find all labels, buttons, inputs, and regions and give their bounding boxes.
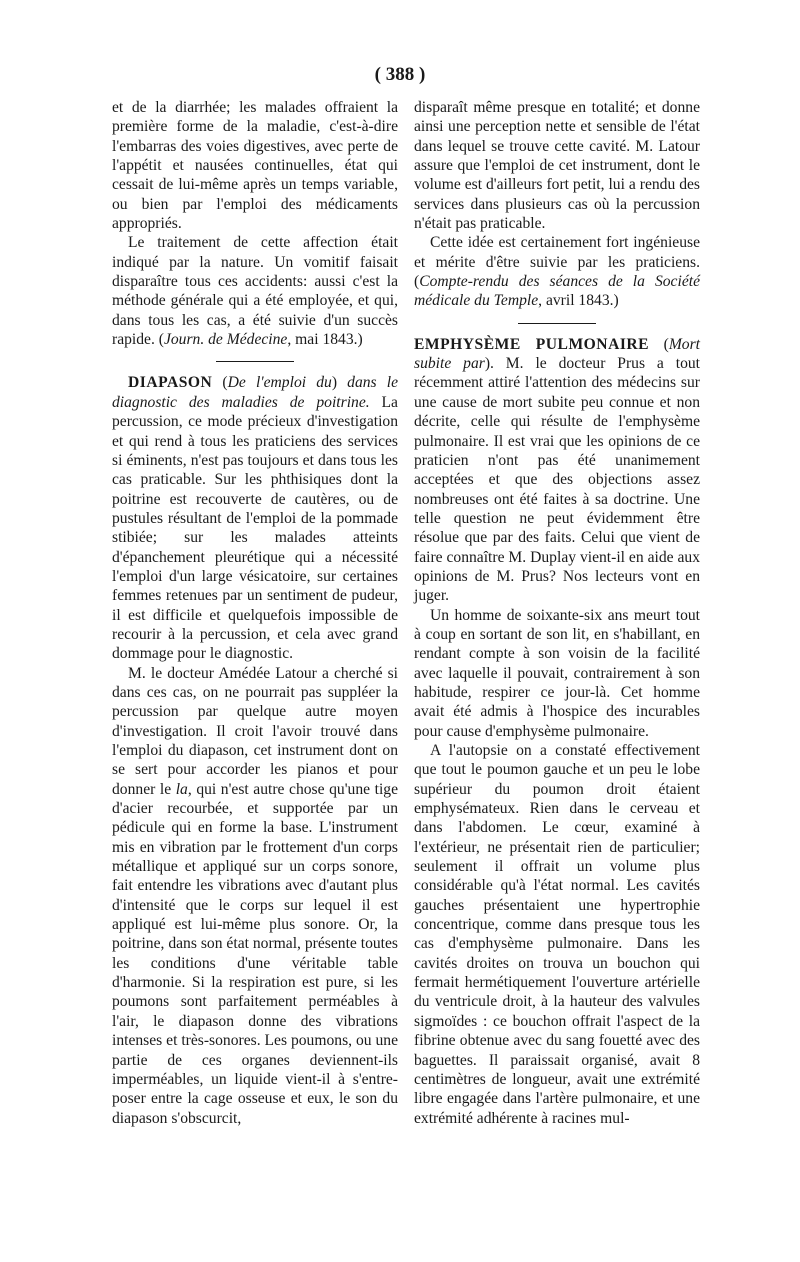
idee-text: Cette idée est certainement fort ingénieuse et mérite d'être suivie par les praticiens. ( [414, 234, 700, 291]
section-divider-right [518, 323, 596, 324]
diapason-subtitle: De l'emploi du [227, 374, 332, 392]
diapason-subtitle-cont: dans le diagnostic des maladies de poitrine. [112, 374, 399, 411]
paragraph-traitement [112, 233, 398, 349]
source-compte-rendu: Compte-rendu des séances de la Société médicale du Temple [414, 273, 700, 310]
section-divider [216, 361, 294, 362]
heading-diapason: DIAPASON [128, 374, 213, 392]
source-date-right: , avril 1843.) [538, 292, 619, 310]
emph-paren-close: ). [484, 355, 494, 373]
latour-note-la: la [175, 780, 188, 798]
diapason-paren-open: ( [212, 374, 228, 392]
source-journal: Journ. de Médecine [163, 331, 288, 349]
paragraph-homme: Un homme de soixante-six ans meurt tout à coup en sortant de son lit, en s'habillant, en rendant compte à son voisin de la facilité avec laquelle il pouvait, contrairement à son habitude, respirer ce jour-là. Cet homme avait été admis à l'hospice des incurables pour cause d'emphysème pulmonaire. [414, 606, 700, 740]
latour-text-a: M. le docteur Amédée Latour a cherché si dans ces cas, on ne pourrait pas suppléer la percussion par quelque autre moyen d'investigation. Il croit l'avoir trouvé dans l'emploi du diapason, cet instrument dont on se sert pour accorder les pianos et pour donner le [112, 664, 398, 798]
emph-subtitle: Mort subite par [414, 335, 700, 373]
emph-text: M. le docteur Prus a tout récemment attiré l'attention des médecins sur une cause de mort subite peu connue et non décrite, celle qui résulte de l'emphysème pulmonaire. Il est vrai que les opinions de ce praticien n'ont pas été unanimement acceptées et que des objections assez nombreuses ont été faites à sa doctrine. Une telle question ne peut évidemment être résolue que par des faits. Celui que vient de faire connaître M. Duplay vient-il en aide aux opinions de M. Prus? Nos lecteurs vont en juger. [414, 355, 700, 605]
paragraph-diapason [112, 373, 398, 663]
diapason-text: La percussion, ce mode précieux d'investigation et qui rend à tous les praticiens des services si éminents, n'est pas toujours et dans tous les cas praticable. Sur les phthisiques dont la poitrine est recouverte de cautères, ou de pustules résultant de l'emploi de la pommade stibiée; sur les malades atteints d'épanchement pleurétique qui a nécessité l'emploi d'un large vésicatoire, sur certaines femmes retenues par un sentiment de pudeur, il est difficile et quelquefois impossible de recourir à la percussion, et cela avec grand dommage pour le diagnostic. [112, 393, 398, 663]
paragraph-idee [414, 233, 700, 310]
emph-paren-open: ( [649, 335, 669, 353]
diapason-paren-close: ) [331, 374, 338, 392]
traitement-text: Le traitement de cette affection était indiqué par la nature. Un vomitif faisait disparaître tous ces accidents: aussi c'est la méthode générale qui a été employée, et qui, dans tous les cas, a été suivie d'un succès rapide. ( [112, 234, 398, 349]
page-number: ( 388 ) [374, 64, 426, 85]
paragraph-autopsie: A l'autopsie on a constaté effectivement que tout le poumon gauche et un peu le lobe supérieur du poumon droit étaient emphysémateux. Rien dans le cerveau et dans l'abdomen. Le cœur, examiné à l'extérieur, ne présentait rien de particulier; seulement il offrait un volume plus considérable qu'à l'état normal. Les cavités gauches présentaient une hypertrophie concentrique, comme dans presque tous les cas d'emphysème pulmonaire. Dans les cavités droites on trouva un bouchon qui fermait hermétiquement l'ouverture artérielle du ventricule droit, à la hauteur des valvules sigmoïdes : ce bouchon offrait l'aspect de la fibrine obtenue avec du sang fouetté avec des baguettes. Il paraissait organisé, avait 8 centimètres de longueur, avait une extrémité libre engagée dans l'artère pulmonaire, et une extrémité adhérente à racines mul- [414, 742, 700, 1127]
left-column [112, 98, 398, 1128]
paragraph-latour [112, 664, 398, 1128]
paragraph-diarrhee: et de la diarrhée; les malades offraient la première forme de la maladie, c'est-à-dire l'embarras des voies digestives, avec perte de l'appétit et nausées continuelles, état qui cessait de lui-même après un temps variable, ou bien par l'emploi des médicaments appropriés. [112, 99, 398, 233]
latour-text-b: , qui n'est autre chose qu'une tige d'acier recourbée, et supportée par un pédicule qui en forme la base. L'instrument mis en vibration par le frottement d'un corps métallique et appliqué sur un corps sonore, fait entendre les vibrations avec d'autant plus d'intensité que le corps sur lequel il est appliqué est lui-même plus sonore. Or, la poitrine, dans son état normal, présente toutes les conditions d'une véritable table d'harmonie. Si la respiration est pure, si les poumons sont parfaitement perméables à l'air, le diapason donne des vibrations intenses et très-sonores. Les poumons, ou une partie de ces organes deviennent-ils imperméables, un liquide vient-il à s'entre-poser entre la cage osseuse et eux, le son du diapason s'obscurcit, [112, 780, 398, 1127]
paragraph-disparait: disparaît même presque en totalité; et donne ainsi une perception nette et sensible de l'état dans lequel se trouve cette cavité. M. Latour assure que l'emploi de cet instrument, dont le volume est d'ailleurs fort petit, lui a rendu des services dans plusieurs cas où la percussion n'était pas praticable. [414, 99, 700, 233]
paragraph-emphyseme [414, 335, 700, 606]
right-column [414, 98, 700, 1128]
source-date: , mai 1843.) [287, 331, 363, 349]
heading-emphyseme: EMPHYSÈME PULMONAIRE [414, 335, 650, 353]
